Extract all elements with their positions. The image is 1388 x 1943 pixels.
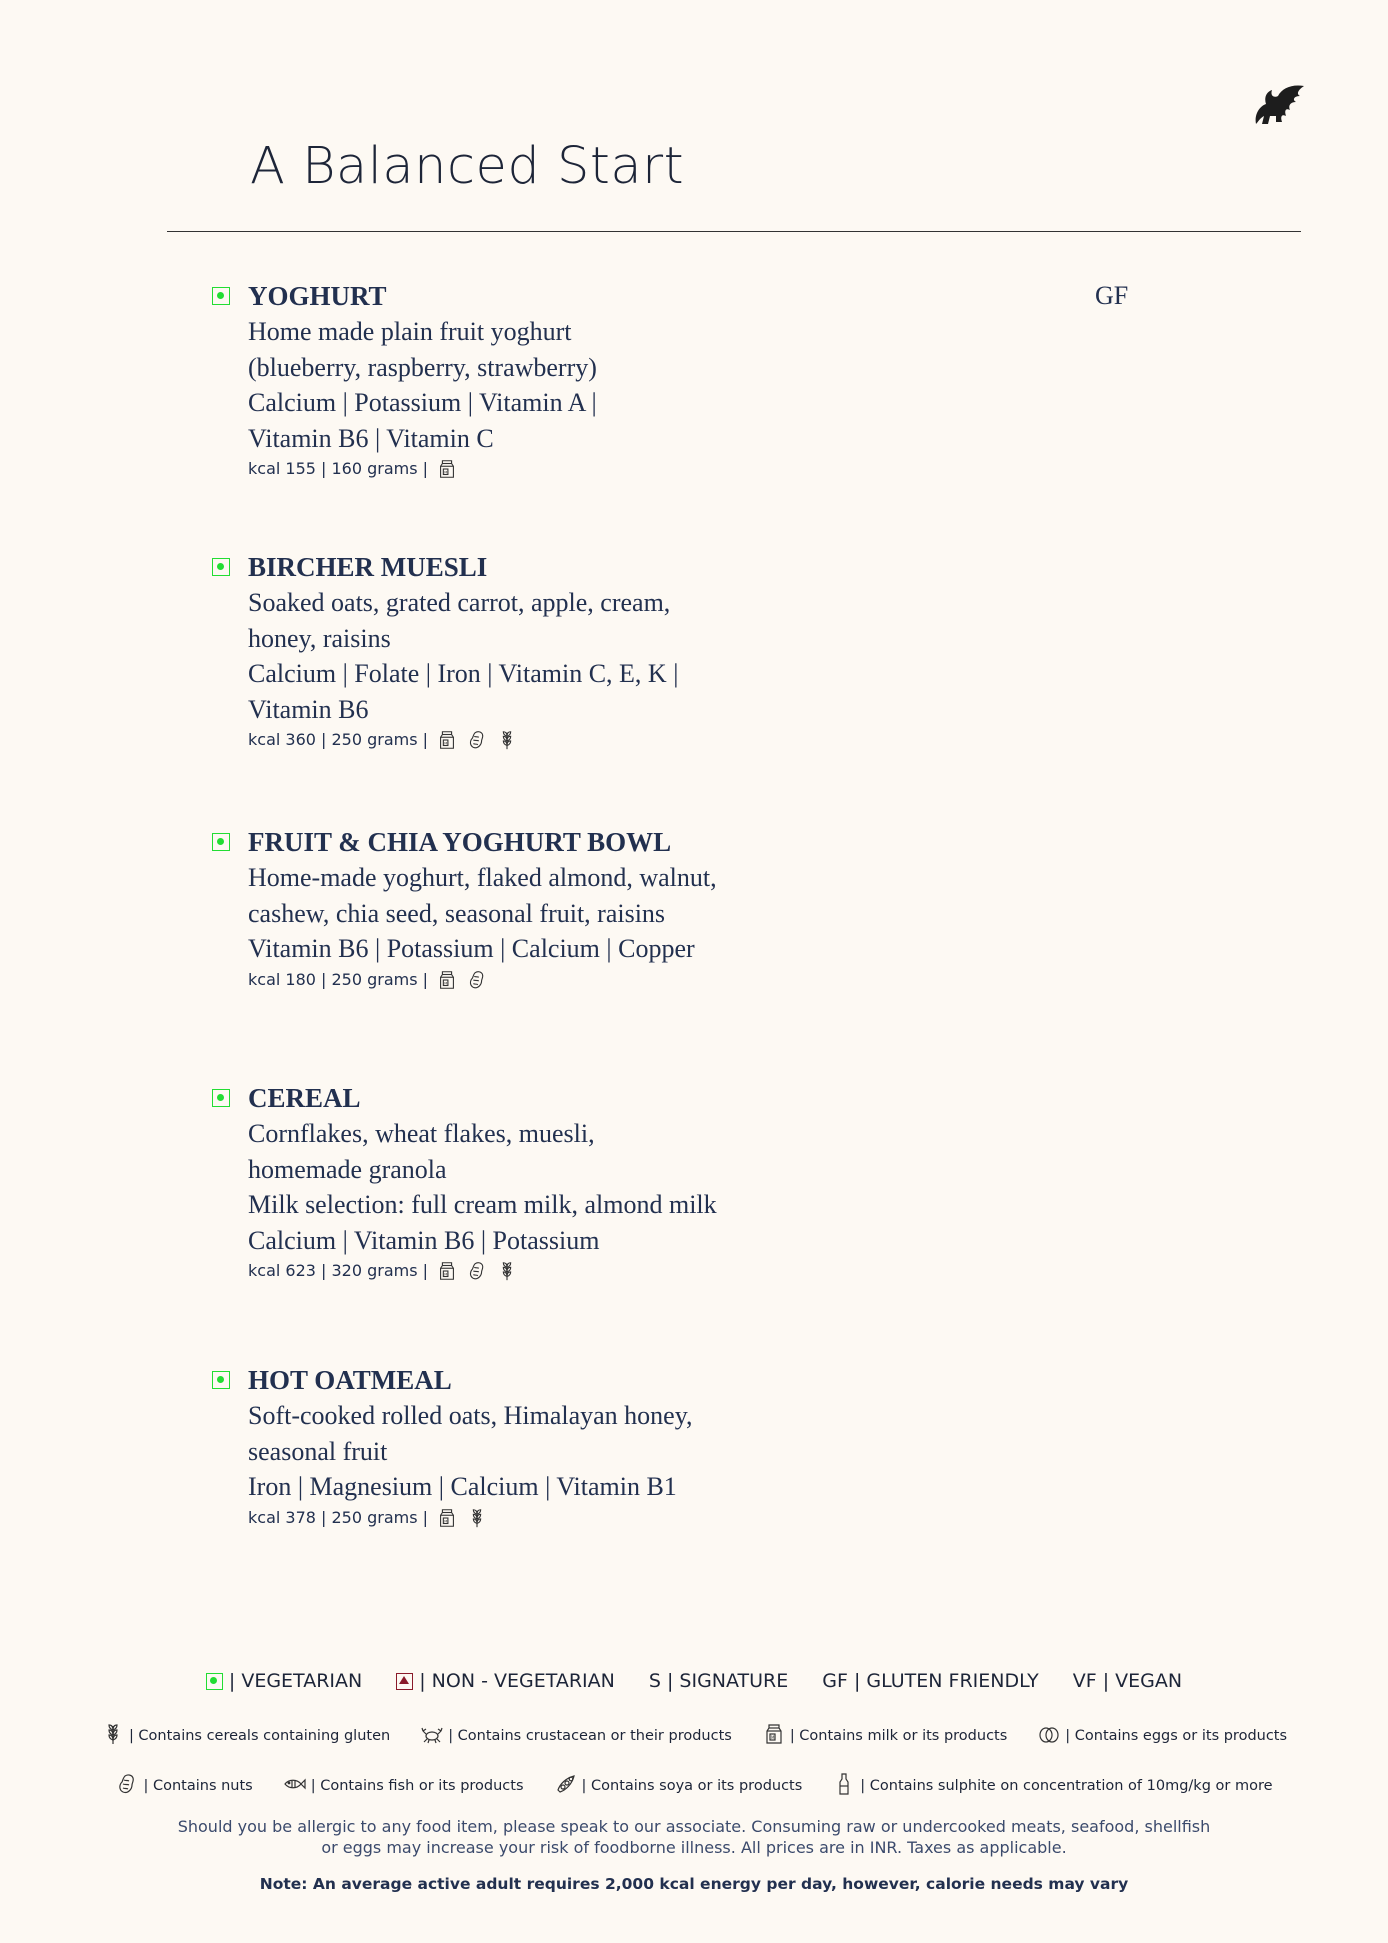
legend-vegetarian: | VEGETARIAN bbox=[228, 1670, 363, 1692]
sulphite-icon bbox=[832, 1772, 856, 1800]
svg-text:M: M bbox=[444, 1519, 448, 1524]
crustacean-icon bbox=[420, 1722, 444, 1750]
calorie-note: Note: An average active adult requires 2,000 kcal energy per day, however, calorie needs may vary bbox=[259, 1875, 1129, 1893]
gluten-icon bbox=[496, 729, 518, 751]
allergy-disclaimer bbox=[0, 1816, 1388, 1858]
legend-nuts: | Contains nuts bbox=[143, 1778, 253, 1794]
description-line: Calcium | Potassium | Vitamin A | bbox=[248, 388, 597, 417]
griffin-logo-icon bbox=[1252, 84, 1308, 130]
gluten-icon bbox=[101, 1722, 125, 1750]
description-line: Iron | Magnesium | Calcium | Vitamin B1 bbox=[248, 1472, 677, 1501]
eggs-icon bbox=[1037, 1722, 1061, 1750]
title-divider bbox=[167, 231, 1301, 232]
non-vegetarian-mark-icon bbox=[396, 1673, 413, 1690]
vegetarian-mark-icon bbox=[212, 833, 230, 851]
svg-text:M: M bbox=[444, 981, 448, 986]
item-description bbox=[248, 314, 597, 482]
description-line: Home-made yoghurt, flaked almond, walnut, bbox=[248, 863, 717, 892]
kcal-grams: kcal 155 | 160 grams | bbox=[248, 459, 429, 478]
vegetarian-mark-icon bbox=[212, 287, 230, 305]
description-line: Vitamin B6 bbox=[248, 694, 369, 724]
diet-legend bbox=[0, 1670, 1388, 1692]
milk-icon bbox=[436, 729, 458, 751]
description-line: seasonal fruit bbox=[248, 1436, 388, 1466]
legend-gluten: | Contains cereals containing gluten bbox=[128, 1728, 391, 1744]
description-line: Calcium | Folate | Iron | Vitamin C, E, K | bbox=[248, 659, 679, 688]
svg-text:M: M bbox=[770, 1735, 775, 1740]
milk-icon bbox=[436, 1507, 458, 1529]
legend-milk: | Contains milk or its products bbox=[789, 1728, 1008, 1744]
gluten-icon bbox=[466, 1507, 488, 1529]
nuts-icon bbox=[466, 1260, 488, 1282]
description-line: Cornflakes, wheat flakes, muesli, bbox=[248, 1119, 595, 1148]
legend-crustacean: | Contains crustacean or their products bbox=[448, 1728, 732, 1744]
disclaimer-line-2: or eggs may increase your risk of foodborne illness. All prices are in INR. Taxes as applicable. bbox=[321, 1838, 1067, 1857]
description-line: Milk selection: full cream milk, almond milk bbox=[248, 1190, 717, 1219]
description-line: Vitamin B6 | Vitamin C bbox=[248, 423, 494, 453]
description-line: Calcium | Vitamin B6 | Potassium bbox=[248, 1225, 600, 1255]
legend-fish: | Contains fish or its products bbox=[310, 1778, 524, 1794]
vegetarian-mark-icon bbox=[212, 1089, 230, 1107]
item-meta bbox=[248, 1505, 693, 1531]
vegetarian-mark-icon bbox=[212, 558, 230, 576]
description-line: Vitamin B6 | Potassium | Calcium | Copper bbox=[248, 934, 695, 963]
item-meta bbox=[248, 456, 597, 482]
item-name: CEREAL bbox=[248, 1083, 361, 1113]
nuts-icon bbox=[466, 729, 488, 751]
page-title: A Balanced Start bbox=[250, 137, 685, 196]
legend-vegan: VF | VEGAN bbox=[1072, 1670, 1183, 1692]
item-meta bbox=[248, 1258, 717, 1284]
description-line: Soft-cooked rolled oats, Himalayan honey, bbox=[248, 1401, 693, 1430]
description-line: Soaked oats, grated carrot, apple, cream, bbox=[248, 588, 671, 617]
vegetarian-mark-icon bbox=[212, 1371, 230, 1389]
item-description bbox=[248, 1398, 693, 1531]
kcal-grams: kcal 360 | 250 grams | bbox=[248, 730, 429, 749]
description-line: honey, raisins bbox=[248, 623, 391, 653]
item-description bbox=[248, 860, 717, 993]
item-meta bbox=[248, 727, 678, 753]
item-name: HOT OATMEAL bbox=[248, 1365, 452, 1395]
legend-gluten-friendly: GF | GLUTEN FRIENDLY bbox=[822, 1670, 1039, 1692]
milk-icon bbox=[436, 458, 458, 480]
milk-icon bbox=[436, 1260, 458, 1282]
kcal-grams: kcal 378 | 250 grams | bbox=[248, 1507, 429, 1527]
kcal-grams: kcal 180 | 250 grams | bbox=[248, 969, 429, 989]
svg-text:M: M bbox=[444, 741, 448, 746]
gluten-icon bbox=[496, 1260, 518, 1282]
legend-non-vegetarian: | NON - VEGETARIAN bbox=[419, 1670, 615, 1692]
legend-eggs: | Contains eggs or its products bbox=[1065, 1728, 1288, 1744]
legend-signature: S | SIGNATURE bbox=[648, 1670, 789, 1692]
description-line: (blueberry, raspberry, strawberry) bbox=[248, 352, 597, 382]
svg-text:M: M bbox=[444, 1272, 448, 1277]
item-meta bbox=[248, 967, 717, 993]
allergen-legend-row-2 bbox=[0, 1772, 1388, 1800]
item-name: YOGHURT bbox=[248, 281, 387, 311]
item-description bbox=[248, 585, 678, 753]
milk-icon bbox=[436, 969, 458, 991]
legend-sulphite: | Contains sulphite on concentration of 10mg/kg or more bbox=[860, 1778, 1273, 1794]
milk-icon bbox=[762, 1722, 786, 1750]
nuts-icon bbox=[466, 969, 488, 991]
description-line: Home made plain fruit yoghurt bbox=[248, 317, 572, 346]
item-name: FRUIT & CHIA YOGHURT BOWL bbox=[248, 827, 672, 857]
description-line: homemade granola bbox=[248, 1154, 447, 1184]
disclaimer-line-1: Should you be allergic to any food item, please speak to our associate. Consuming raw or undercooked meats, seafood, shellfish bbox=[177, 1817, 1211, 1836]
fish-icon bbox=[283, 1772, 307, 1800]
item-name: BIRCHER MUESLI bbox=[248, 552, 488, 582]
svg-text:M: M bbox=[444, 470, 448, 475]
item-tag: GF bbox=[1095, 281, 1129, 310]
soya-icon bbox=[554, 1772, 578, 1800]
allergen-legend-row-1 bbox=[0, 1722, 1388, 1750]
vegetarian-mark-icon bbox=[206, 1673, 223, 1690]
item-description bbox=[248, 1116, 717, 1284]
nuts-icon bbox=[115, 1772, 139, 1800]
kcal-grams: kcal 623 | 320 grams | bbox=[248, 1261, 429, 1280]
legend-soya: | Contains soya or its products bbox=[581, 1778, 803, 1794]
description-line: cashew, chia seed, seasonal fruit, raisins bbox=[248, 898, 666, 928]
